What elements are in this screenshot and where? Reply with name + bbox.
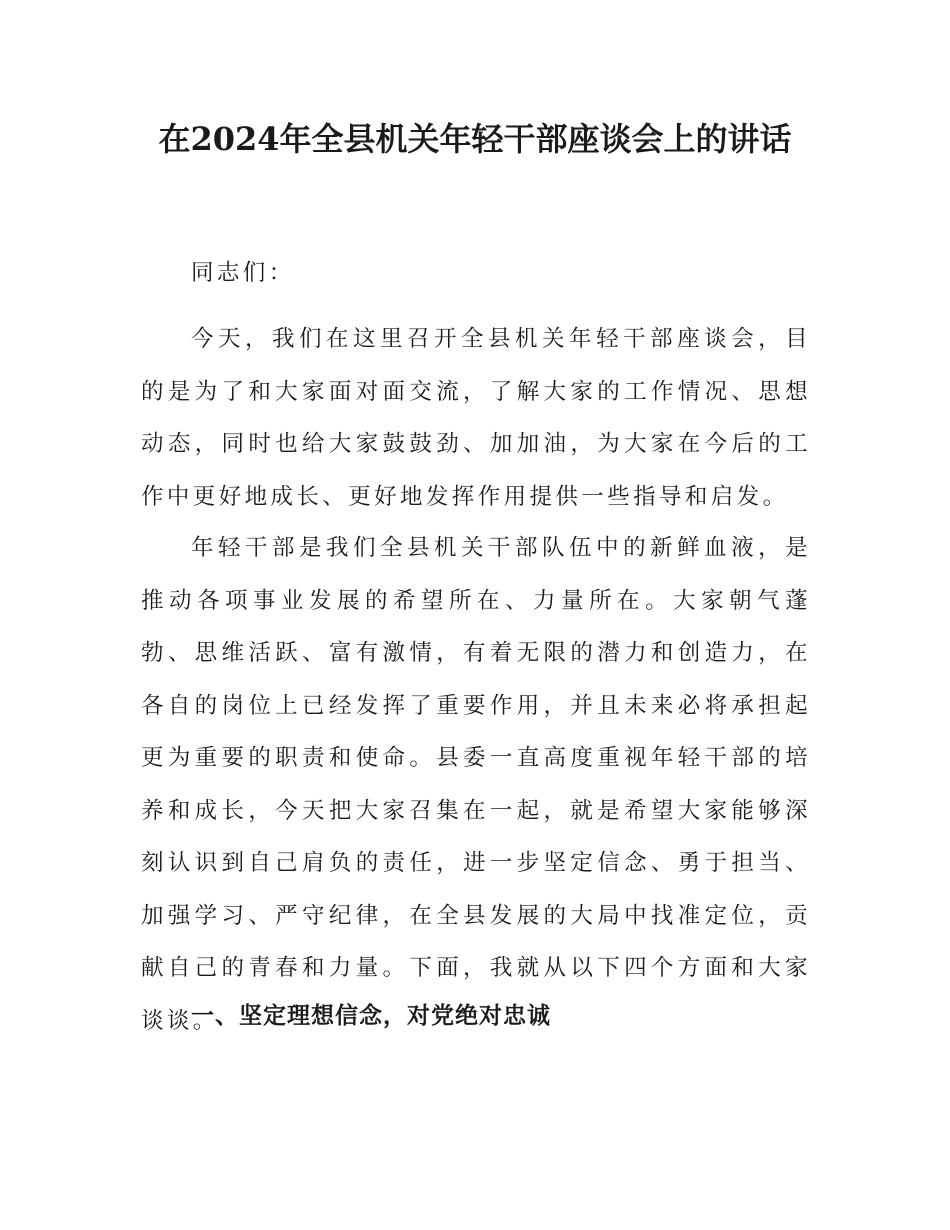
document-title: 在2024年全县机关年轻干部座谈会上的讲话	[158, 120, 792, 158]
paragraph-young-cadres: 年轻干部是我们全县机关干部队伍中的新鲜血液，是推动各项事业发展的希望所在、力量所在。大家朝气蓬勃、思维活跃、富有激情，有着无限的潜力和创造力，在各自的岗位上已经发挥了重要作用，并且未来必将承担起更为重要的职责和使命。县委一直高度重视年轻干部的培养和成长，今天把大家召集在一起，就是希望大家能够深刻认识到自己肩负的责任，进一步坚定信念、勇于担当、加强学习、严守纪律，在全县发展的大局中找准定位，贡献自己的青春和力量。下面，我就从以下四个方面和大家谈谈。	[141, 535, 811, 1034]
paragraph-intro: 今天，我们在这里召开全县机关年轻干部座谈会，目的是为了和大家面对面交流，了解大家的工作情况、思想动态，同时也给大家鼓鼓劲、加加油，为大家在今后的工作中更好地成长、更好地发挥作用提供一些指导和启发。	[141, 326, 811, 510]
section-heading-1: 一、坚定理想信念，对党绝对忠诚	[191, 1003, 551, 1029]
salutation: 同志们：	[191, 260, 295, 286]
